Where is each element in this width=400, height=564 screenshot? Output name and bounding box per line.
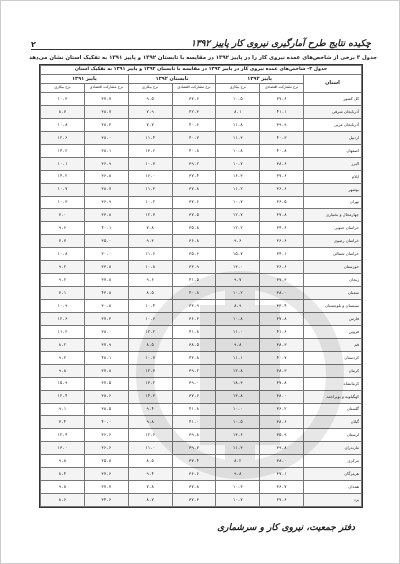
participation-rate-cell: ۳۶.۶ xyxy=(260,261,304,274)
table-caption-line1: جدول ۳- شاخص‌های عمده نیروی کار در پاییز ۱۳۹۲ در مقایسه با تابستان ۱۳۹۲ و پاییز ۱۳۹۱ xyxy=(113,66,328,72)
province-name: فارس xyxy=(304,312,362,325)
table-caption-line2: به تفکیک استان xyxy=(74,66,112,72)
province-name: آذربایجان شرقی xyxy=(304,105,362,118)
unemployment-rate-cell: ۸.۵ xyxy=(128,287,172,300)
participation-rate-cell: ۳۸.۰ xyxy=(260,390,304,403)
participation-rate-cell: ۳۸.۵ xyxy=(172,338,216,351)
table-row xyxy=(41,325,362,338)
unemployment-rate-cell: ۱۰.۷ xyxy=(128,157,172,170)
unemployment-rate-cell: ۹.۴ xyxy=(128,468,172,481)
participation-rate-cell: ۳۶.۸ xyxy=(84,170,128,183)
unemployment-rate-cell: ۱۰.۵ xyxy=(216,93,260,106)
unemployment-rate-cell: ۱۰.۷ xyxy=(216,196,260,209)
participation-rate-cell: ۳۷.۹ xyxy=(84,338,128,351)
participation-rate-cell: ۳۴.۶ xyxy=(260,222,304,235)
participation-rate-cell: ۳۷.۶ xyxy=(172,390,216,403)
participation-rate-cell: ۴۱.۸ xyxy=(172,403,216,416)
province-name: بوشهر xyxy=(304,183,362,196)
participation-rate-cell: ۳۹.۲ xyxy=(172,364,216,377)
table-row xyxy=(41,287,362,300)
participation-rate-cell: ۴۰.۰ xyxy=(84,416,128,429)
province-name: همدان xyxy=(304,481,362,494)
unemployment-rate-cell: ۸.۶ xyxy=(41,494,85,507)
unemployment-rate-cell: ۱۰.۸ xyxy=(216,144,260,157)
participation-rate-cell: ۳۸.۳ xyxy=(260,364,304,377)
subheader-unemployment-rate: نرخ بیکاری xyxy=(216,84,260,93)
page-number: ۲ xyxy=(31,40,36,49)
unemployment-rate-cell: ۹.۸ xyxy=(216,468,260,481)
province-name: آذربایجان غربی xyxy=(304,118,362,131)
table-row xyxy=(41,131,362,144)
participation-rate-cell: ۴۳.۸ xyxy=(172,351,216,364)
unemployment-rate-cell: ۹.۶ xyxy=(128,274,172,287)
table-row xyxy=(41,390,362,403)
table-row xyxy=(41,196,362,209)
participation-rate-cell: ۴۰.۱ xyxy=(84,222,128,235)
province-name: سیستان و بلوچستان xyxy=(304,300,362,313)
table-row xyxy=(41,312,362,325)
table-row xyxy=(41,377,362,390)
unemployment-rate-cell: ۱۲.۴ xyxy=(41,390,85,403)
unemployment-rate-cell: ۱۲.۶ xyxy=(41,312,85,325)
unemployment-rate-cell: ۹.۴ xyxy=(128,403,172,416)
unemployment-rate-cell: ۷.۰ xyxy=(41,209,85,222)
participation-rate-cell: ۳۷.۶ xyxy=(172,93,216,106)
unemployment-rate-cell: ۹.۸ xyxy=(216,338,260,351)
unemployment-rate-cell: ۷.۷ xyxy=(128,118,172,131)
province-name: لرستان xyxy=(304,429,362,442)
participation-rate-cell: ۳۷.۸ xyxy=(172,183,216,196)
unemployment-rate-cell: ۱۰.۶ xyxy=(128,312,172,325)
unemployment-rate-cell: ۱۱.۰ xyxy=(216,325,260,338)
participation-rate-cell: ۳۷.۸ xyxy=(84,364,128,377)
unemployment-rate-cell: ۹.۲ xyxy=(41,274,85,287)
unemployment-rate-cell: ۱۲.۴ xyxy=(41,429,85,442)
table-row xyxy=(41,274,362,287)
unemployment-rate-cell: ۱۶.۰ xyxy=(128,170,172,183)
participation-rate-cell: ۳۶.۵ xyxy=(260,196,304,209)
unemployment-rate-cell: ۱۰.۲ xyxy=(128,196,172,209)
unemployment-rate-cell: ۷.۱ xyxy=(41,287,85,300)
province-name: مازندران xyxy=(304,442,362,455)
unemployment-rate-cell: ۱۰.۷ xyxy=(41,183,85,196)
participation-rate-cell: ۳۸.۰ xyxy=(260,287,304,300)
unemployment-rate-cell: ۱۰.۷ xyxy=(128,351,172,364)
unemployment-rate-cell: ۹.۸ xyxy=(128,416,172,429)
table-row xyxy=(41,429,362,442)
indicators-table-frame xyxy=(39,64,363,508)
province-name: البرز xyxy=(304,157,362,170)
participation-rate-cell: ۳۷.۸ xyxy=(172,481,216,494)
table-row xyxy=(41,105,362,118)
unemployment-rate-cell: ۱۶.۳ xyxy=(216,170,260,183)
unemployment-rate-cell: ۸.۵ xyxy=(128,455,172,468)
participation-rate-cell: ۳۷.۸ xyxy=(260,312,304,325)
unemployment-rate-cell: ۱۰.۷ xyxy=(216,494,260,507)
unemployment-rate-cell: ۸.۹ xyxy=(216,300,260,313)
unemployment-rate-cell: ۷.۴ xyxy=(41,416,85,429)
participation-rate-cell: ۳۸.۶ xyxy=(260,157,304,170)
table-body xyxy=(41,93,362,507)
participation-rate-cell: ۴۱.۰ xyxy=(172,416,216,429)
participation-rate-cell: ۳۸.۰ xyxy=(84,131,128,144)
unemployment-rate-cell: ۱۰.۵ xyxy=(216,416,260,429)
province-name: تهران xyxy=(304,196,362,209)
participation-rate-cell: ۳۳.۴ xyxy=(260,300,304,313)
unemployment-rate-cell: ۱۳.۰ xyxy=(41,442,85,455)
unemployment-rate-cell: ۸.۲ xyxy=(41,338,85,351)
participation-rate-cell: ۳۳.۸ xyxy=(84,261,128,274)
table-row xyxy=(41,118,362,131)
unemployment-rate-cell: ۱۲.۸ xyxy=(216,364,260,377)
participation-rate-cell: ۳۸.۳ xyxy=(260,338,304,351)
unemployment-rate-cell: ۸.۴ xyxy=(41,468,85,481)
unemployment-rate-cell: ۹.۲ xyxy=(41,261,85,274)
table-row xyxy=(41,481,362,494)
participation-rate-cell: ۳۸.۱ xyxy=(84,144,128,157)
unemployment-rate-cell: ۱۲.۶ xyxy=(128,429,172,442)
table-row xyxy=(41,209,362,222)
province-name: کردستان xyxy=(304,351,362,364)
participation-rate-cell: ۳۸.۰ xyxy=(260,455,304,468)
unemployment-rate-cell: ۹.۱ xyxy=(41,403,85,416)
unemployment-rate-cell: ۱۱.۱ xyxy=(216,351,260,364)
participation-rate-cell: ۳۶.۹ xyxy=(84,196,128,209)
province-name: سمنان xyxy=(304,287,362,300)
participation-rate-cell: ۴۰.۸ xyxy=(172,287,216,300)
participation-rate-cell: ۳۷.۶ xyxy=(260,93,304,106)
participation-rate-cell: ۳۷.۸ xyxy=(260,377,304,390)
participation-rate-cell: ۴۱.۶ xyxy=(260,325,304,338)
unemployment-rate-cell: ۱۰.۸ xyxy=(216,312,260,325)
unemployment-rate-cell: ۱۱.۲ xyxy=(41,325,85,338)
province-name: ایلام xyxy=(304,170,362,183)
unemployment-rate-cell: ۱۱.۸ xyxy=(216,118,260,131)
group-header-autumn-1392: پاییز ۱۳۹۲ xyxy=(216,75,304,84)
unemployment-rate-cell: ۹.۵ xyxy=(128,93,172,106)
participation-rate-cell: ۳۶.۶ xyxy=(260,183,304,196)
table-row xyxy=(41,416,362,429)
participation-rate-cell: ۴۰.۷ xyxy=(260,351,304,364)
table-row xyxy=(41,235,362,248)
unemployment-rate-cell: ۱۱.۲ xyxy=(216,183,260,196)
unemployment-rate-cell: ۱۳.۶ xyxy=(216,429,260,442)
participation-rate-cell: ۳۸.۶ xyxy=(84,390,128,403)
unemployment-rate-cell: ۱۳.۰ xyxy=(216,261,260,274)
participation-rate-cell: ۳۷.۶ xyxy=(84,468,128,481)
signature: دفتر جمعیت، نیروی کار و سرشماری xyxy=(217,523,355,533)
participation-rate-cell: ۳۸.۳ xyxy=(84,118,128,131)
unemployment-rate-cell: ۱۰.۸ xyxy=(41,248,85,261)
table-row xyxy=(41,261,362,274)
unemployment-rate-cell: ۱۰.۳ xyxy=(41,93,85,106)
unemployment-rate-cell: ۱۲.۲ xyxy=(216,222,260,235)
participation-rate-cell: ۳۷.۳ xyxy=(260,274,304,287)
participation-rate-cell: ۴۸.۱ xyxy=(84,351,128,364)
unemployment-rate-cell: ۷.۸ xyxy=(128,222,172,235)
participation-rate-cell: ۳۵.۸ xyxy=(84,455,128,468)
unemployment-rate-cell: ۱۳.۶ xyxy=(128,144,172,157)
unemployment-rate-cell: ۱۵.۹ xyxy=(41,377,85,390)
table-row xyxy=(41,455,362,468)
unemployment-rate-cell: ۷.۷ xyxy=(41,235,85,248)
province-name: مرکزی xyxy=(304,455,362,468)
participation-rate-cell: ۳۸.۷ xyxy=(84,183,128,196)
table-row xyxy=(41,170,362,183)
province-name: خوزستان xyxy=(304,261,362,274)
unemployment-rate-cell: ۸.۲ xyxy=(216,455,260,468)
province-name: زنجان xyxy=(304,274,362,287)
unemployment-rate-cell: ۱۱.۳ xyxy=(216,442,260,455)
participation-rate-cell: ۳۳.۹ xyxy=(172,300,216,313)
participation-rate-cell: ۳۶.۸ xyxy=(172,235,216,248)
table-row xyxy=(41,468,362,481)
province-name: هرمزگان xyxy=(304,468,362,481)
participation-rate-cell: ۳۹.۹ xyxy=(260,118,304,131)
participation-rate-cell: ۳۷.۵ xyxy=(172,209,216,222)
unemployment-rate-cell: ۹.۳ xyxy=(128,235,172,248)
unemployment-rate-cell: ۹.۷ xyxy=(216,274,260,287)
table-row xyxy=(41,222,362,235)
page-title: چکیده نتایج طرح آمارگیری نیروی کار پاییز ۱۳۹۲ xyxy=(191,39,371,49)
unemployment-rate-cell: ۱۱.۳ xyxy=(128,183,172,196)
unemployment-rate-cell: ۹.۶ xyxy=(41,222,85,235)
unemployment-rate-cell: ۹.۸ xyxy=(41,455,85,468)
participation-rate-cell: ۳۵.۰ xyxy=(84,235,128,248)
province-name: کرمانشاه xyxy=(304,377,362,390)
subheader-participation-rate: نرخ مشارکت اقتصادی xyxy=(260,84,304,93)
participation-rate-cell: ۴۱.۸ xyxy=(172,325,216,338)
group-header-autumn-1391: پاییز ۱۳۹۱ xyxy=(41,75,129,84)
table-row xyxy=(41,300,362,313)
participation-rate-cell: ۴۰.۷ xyxy=(172,131,216,144)
unemployment-rate-cell: ۱۰.۰ xyxy=(216,403,260,416)
unemployment-rate-cell: ۱۱.۰ xyxy=(128,442,172,455)
participation-rate-cell: ۴۱.۵ xyxy=(172,274,216,287)
unemployment-rate-cell: ۱۴.۲ xyxy=(41,144,85,157)
unemployment-rate-cell: ۹.۸ xyxy=(41,481,85,494)
province-name: خراسان شمالی xyxy=(304,248,362,261)
participation-rate-cell: ۳۰.۸ xyxy=(84,300,128,313)
unemployment-rate-cell: ۷.۹ xyxy=(128,105,172,118)
participation-rate-cell: ۳۷.۸ xyxy=(260,209,304,222)
participation-rate-cell: ۳۶.۶ xyxy=(172,468,216,481)
participation-rate-cell: ۳۷.۵ xyxy=(84,377,128,390)
unemployment-rate-cell: ۷.۸ xyxy=(128,481,172,494)
participation-rate-cell: ۳۷.۶ xyxy=(260,170,304,183)
unemployment-rate-cell: ۱۵.۷ xyxy=(216,248,260,261)
table-row xyxy=(41,442,362,455)
participation-rate-cell: ۳۵.۹ xyxy=(260,429,304,442)
participation-rate-cell: ۳۷.۴ xyxy=(172,455,216,468)
province-name: قزوین xyxy=(304,325,362,338)
table-row xyxy=(41,338,362,351)
subheader-participation-rate: نرخ مشارکت اقتصادی xyxy=(172,84,216,93)
table-row xyxy=(41,351,362,364)
participation-rate-cell: ۳۹.۰ xyxy=(172,377,216,390)
table-row xyxy=(41,248,362,261)
participation-rate-cell: ۳۹.۸ xyxy=(172,429,216,442)
unemployment-rate-cell: ۱۲.۷ xyxy=(128,364,172,377)
participation-rate-cell: ۳۵.۸ xyxy=(172,222,216,235)
unemployment-rate-cell: ۱۰.۱ xyxy=(41,157,85,170)
unemployment-rate-cell: ۱۲.۶ xyxy=(41,131,85,144)
participation-rate-cell: ۳۶.۲ xyxy=(260,403,304,416)
participation-rate-cell: ۳۷.۳ xyxy=(84,312,128,325)
unemployment-rate-cell: ۹.۲ xyxy=(41,351,85,364)
province-name: کهگیلویه و بویراحمد xyxy=(304,390,362,403)
unemployment-rate-cell: ۱۸.۳ xyxy=(216,377,260,390)
participation-rate-cell: ۴۰.۶ xyxy=(172,118,216,131)
table-row xyxy=(41,183,362,196)
participation-rate-cell: ۳۷.۶ xyxy=(172,196,216,209)
participation-rate-cell: ۳۶.۶ xyxy=(84,429,128,442)
table-row xyxy=(41,93,362,106)
province-name: خراسان جنوبی xyxy=(304,222,362,235)
unemployment-rate-cell: ۱۰.۸ xyxy=(128,261,172,274)
participation-rate-cell: ۳۳.۹ xyxy=(172,261,216,274)
table-row xyxy=(41,157,362,170)
province-name: کرمان xyxy=(304,364,362,377)
participation-rate-cell: ۳۶.۷ xyxy=(260,481,304,494)
province-name: اصفهان xyxy=(304,144,362,157)
participation-rate-cell: ۳۶.۹ xyxy=(84,157,128,170)
unemployment-rate-cell: ۱۰.۷ xyxy=(216,157,260,170)
indicators-table xyxy=(40,65,362,507)
province-name: قم xyxy=(304,338,362,351)
participation-rate-cell: ۳۹.۸ xyxy=(260,442,304,455)
province-name: چهارمحال و بختیاری xyxy=(304,209,362,222)
province-name: اردبیل xyxy=(304,131,362,144)
participation-rate-cell: ۳۷.۳ xyxy=(172,494,216,507)
subheader-unemployment-rate: نرخ بیکاری xyxy=(128,84,172,93)
participation-rate-cell: ۳۴.۶ xyxy=(84,494,128,507)
participation-rate-cell: ۳۶.۶ xyxy=(84,442,128,455)
unemployment-rate-cell: ۱۱.۴ xyxy=(128,131,172,144)
participation-rate-cell: ۴۱.۱ xyxy=(260,105,304,118)
participation-rate-cell: ۳۶.۳ xyxy=(172,312,216,325)
participation-rate-cell: ۳۹.۷ xyxy=(172,442,216,455)
participation-rate-cell: ۳۷.۱ xyxy=(260,468,304,481)
participation-rate-cell: ۴۰.۸ xyxy=(172,144,216,157)
participation-rate-cell: ۴۳.۸ xyxy=(84,287,128,300)
participation-rate-cell: ۳۷.۴ xyxy=(172,170,216,183)
unemployment-rate-cell: ۱۴.۲ xyxy=(41,170,85,183)
participation-rate-cell: ۳۷.۷ xyxy=(84,93,128,106)
unemployment-rate-cell: ۱۲.۷ xyxy=(128,209,172,222)
participation-rate-cell: ۴۰.۳ xyxy=(260,131,304,144)
unemployment-rate-cell: ۸.۷ xyxy=(41,105,85,118)
unemployment-rate-cell: ۸.۱ xyxy=(216,105,260,118)
table-row xyxy=(41,364,362,377)
intro-text: جدول ۳ برخی از شاخص‌های عمده نیروی کار را در پاییز ۱۳۹۲ در مقایسه با تابستان ۱۳۹۲ و پاییز ۱۳۹۱ به تفکیک استان نشان می‌دهد xyxy=(29,55,377,61)
participation-rate-cell: ۳۷.۶ xyxy=(260,494,304,507)
province-name: کل کشور xyxy=(304,93,362,106)
unemployment-rate-cell: ۱۰.۴ xyxy=(128,300,172,313)
participation-rate-cell: ۳۵.۶ xyxy=(172,248,216,261)
unemployment-rate-cell: ۱۰.۹ xyxy=(41,300,85,313)
participation-rate-cell: ۳۸.۰ xyxy=(84,325,128,338)
unemployment-rate-cell: ۹.۶ xyxy=(216,235,260,248)
participation-rate-cell: ۴۲.۳ xyxy=(172,105,216,118)
unemployment-rate-cell: ۱۴.۳ xyxy=(128,390,172,403)
unemployment-rate-cell: ۱۰.۲ xyxy=(216,287,260,300)
page-header xyxy=(31,29,371,50)
table-row xyxy=(41,144,362,157)
unemployment-rate-cell: ۱۰.۸ xyxy=(41,118,85,131)
province-column-header: استان xyxy=(304,75,362,93)
table-row xyxy=(41,403,362,416)
participation-rate-cell: ۳۶.۶ xyxy=(260,235,304,248)
participation-rate-cell: ۳۸.۶ xyxy=(260,416,304,429)
unemployment-rate-cell: ۹.۸ xyxy=(41,364,85,377)
province-name: گلستان xyxy=(304,403,362,416)
unemployment-rate-cell: ۱۳.۲ xyxy=(128,377,172,390)
unemployment-rate-cell: ۱۱.۳ xyxy=(216,131,260,144)
province-name: خراسان رضوی xyxy=(304,235,362,248)
participation-rate-cell: ۳۹.۲ xyxy=(172,157,216,170)
unemployment-rate-cell: ۱۲.۲ xyxy=(128,325,172,338)
participation-rate-cell: ۳۸.۵ xyxy=(84,403,128,416)
unemployment-rate-cell: ۱۰.۳ xyxy=(41,196,85,209)
province-name: گیلان xyxy=(304,416,362,429)
participation-rate-cell: ۳۷.۷ xyxy=(84,481,128,494)
table-row xyxy=(41,494,362,507)
participation-rate-cell: ۳۸.۷ xyxy=(84,105,128,118)
province-name: یزد xyxy=(304,494,362,507)
subheader-unemployment-rate: نرخ بیکاری xyxy=(41,84,85,93)
participation-rate-cell: ۴۰.۸ xyxy=(260,144,304,157)
participation-rate-cell: ۳۷.۸ xyxy=(84,274,128,287)
unemployment-rate-cell: ۸.۵ xyxy=(128,338,172,351)
group-header-summer-1392: تابستان ۱۳۹۲ xyxy=(128,75,216,84)
participation-rate-cell: ۳۳.۸ xyxy=(84,209,128,222)
table-caption xyxy=(41,66,362,75)
unemployment-rate-cell: ۱۱.۶ xyxy=(128,248,172,261)
unemployment-rate-cell: ۸.۷ xyxy=(128,494,172,507)
unemployment-rate-cell: ۱۳.۸ xyxy=(216,390,260,403)
participation-rate-cell: ۳۴.۱ xyxy=(260,248,304,261)
participation-rate-cell: ۳۰.۰ xyxy=(84,248,128,261)
subheader-participation-rate: نرخ مشارکت اقتصادی xyxy=(84,84,128,93)
unemployment-rate-cell: ۱۰.۳ xyxy=(216,481,260,494)
unemployment-rate-cell: ۱۲.۷ xyxy=(216,209,260,222)
